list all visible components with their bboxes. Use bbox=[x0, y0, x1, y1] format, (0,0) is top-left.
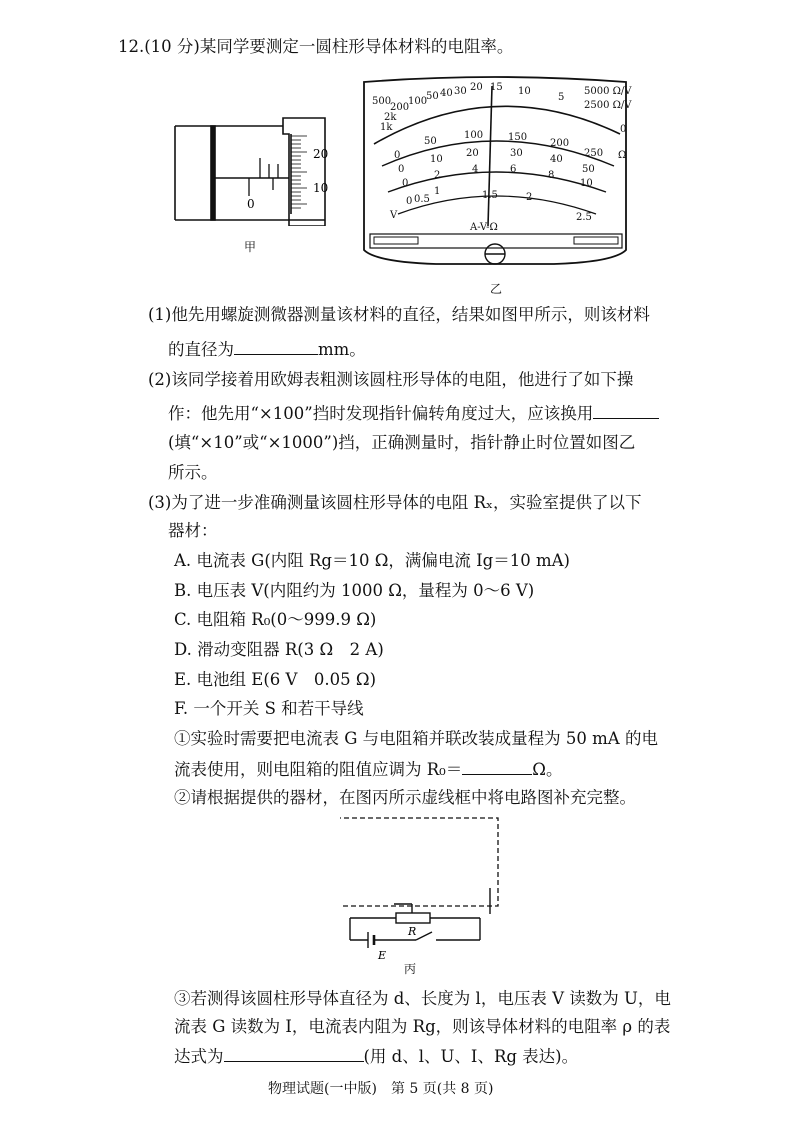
equipment-item-e: E. 电池组 E(6 V 0.05 Ω) bbox=[174, 670, 377, 689]
ohm-small-1k: 1k bbox=[380, 122, 393, 133]
sensitivity-5000: 5000 Ω/V bbox=[584, 86, 632, 97]
figure-yi-caption: 乙 bbox=[490, 282, 503, 296]
circuit-resistor-label: R bbox=[408, 925, 417, 938]
equipment-item-c: C. 电阻箱 R₀(0～999.9 Ω) bbox=[174, 610, 377, 629]
diameter-answer-blank bbox=[234, 338, 318, 355]
ac-1.5: 1.5 bbox=[482, 190, 498, 201]
dc50-30: 30 bbox=[510, 148, 523, 159]
subq1-line2a: 流表使用，则电阻箱的阻值应调为 R₀＝ bbox=[174, 760, 463, 779]
dc50-40: 40 bbox=[550, 154, 563, 165]
ohm-tick-500: 500 bbox=[372, 96, 392, 107]
part2-line4: 所示。 bbox=[168, 463, 218, 482]
page-footer bbox=[268, 1078, 493, 1098]
dc10-2: 2 bbox=[434, 170, 441, 181]
dc10-10: 10 bbox=[580, 178, 593, 189]
ac-1: 1 bbox=[434, 186, 441, 197]
range-answer-blank bbox=[593, 402, 659, 419]
equipment-item-b: B. 电压表 V(内阻约为 1000 Ω，量程为 0～6 V) bbox=[174, 581, 535, 600]
footer-page-number: 第 5 页(共 8 页) bbox=[390, 1081, 494, 1097]
ohm-tick-0: 0 bbox=[620, 124, 627, 135]
question-points: (10 分) bbox=[144, 37, 200, 56]
dc50-0: 0 bbox=[398, 164, 405, 175]
figure-jia-caption: 甲 bbox=[244, 240, 257, 254]
ohm-tick-200: 200 bbox=[390, 102, 410, 113]
part1-line2b: mm。 bbox=[318, 340, 366, 359]
equipment-item-a: A. 电流表 G(内阻 Rg＝10 Ω，满偏电流 Ig＝10 mA) bbox=[174, 551, 570, 570]
subq3-line2: 流表 G 读数为 I，电流表内阻为 Rg，则该导体材料的电阻率 ρ 的表 bbox=[174, 1017, 671, 1036]
dc10-8: 8 bbox=[548, 170, 555, 181]
ohm-tick-50: 50 bbox=[426, 91, 439, 102]
part1-line1: (1)他先用螺旋测微器测量该材料的直径，结果如图甲所示，则该材料 bbox=[148, 305, 650, 324]
micrometer-thimble-20: 20 bbox=[313, 147, 329, 161]
dc50-50: 50 bbox=[582, 164, 595, 175]
dc250-150: 150 bbox=[508, 132, 528, 143]
dc250-250: 250 bbox=[584, 148, 604, 159]
subq1-line2b: Ω。 bbox=[532, 760, 563, 779]
part3-line1: (3)为了进一步准确测量该圆柱形导体的电阻 Rₓ，实验室提供了以下 bbox=[148, 493, 642, 512]
part2-line2-text: 作：他先用“×100”挡时发现指针偏转角度过大，应该换用 bbox=[168, 404, 594, 423]
dc50-10: 10 bbox=[430, 154, 443, 165]
micrometer-figure bbox=[165, 108, 335, 226]
circuit-battery-label: E bbox=[378, 949, 387, 962]
r0-answer-blank bbox=[462, 758, 532, 775]
question-stem: 某同学要测定一圆柱形导体材料的电阻率。 bbox=[199, 37, 514, 56]
ohm-tick-15: 15 bbox=[490, 82, 503, 93]
dial-unit-label: A-V-Ω bbox=[470, 222, 498, 233]
part1-line2a: 的直径为 bbox=[168, 340, 234, 359]
figure-bing-caption: 丙 bbox=[404, 962, 417, 976]
dc250-0: 0 bbox=[394, 150, 401, 161]
dc250-100: 100 bbox=[464, 130, 484, 141]
subq3-line1: ③若测得该圆柱形导体直径为 d、长度为 l，电压表 V 读数为 U，电 bbox=[174, 989, 671, 1008]
subq3-line3b: (用 d、l、U、I、Rg 表达)。 bbox=[363, 1047, 579, 1066]
ohm-tick-10: 10 bbox=[518, 86, 531, 97]
sensitivity-2500: 2500 Ω/V bbox=[584, 100, 632, 111]
dc10-0: 0 bbox=[402, 178, 409, 189]
question-number: 12. bbox=[118, 37, 145, 56]
micrometer-thimble-10: 10 bbox=[313, 181, 329, 195]
ohm-tick-5: 5 bbox=[558, 92, 565, 103]
ac-2: 2 bbox=[526, 192, 533, 203]
ohm-tick-100: 100 bbox=[408, 96, 428, 107]
ohm-tick-20: 20 bbox=[470, 82, 483, 93]
dc10-6: 6 bbox=[510, 164, 517, 175]
equipment-item-d: D. 滑动变阻器 R(3 Ω 2 A) bbox=[174, 640, 384, 659]
part2-line3: (填“×10”或“×1000”)挡，正确测量时，指针静止时位置如图乙 bbox=[168, 433, 636, 452]
dc50-20: 20 bbox=[466, 148, 479, 159]
ohm-tick-40: 40 bbox=[440, 88, 453, 99]
subq3-line3a: 达式为 bbox=[174, 1047, 224, 1066]
subq3-line3 bbox=[174, 1045, 578, 1068]
dc10-4: 4 bbox=[472, 164, 479, 175]
resistivity-answer-blank bbox=[224, 1045, 364, 1062]
part1-line2 bbox=[168, 338, 366, 361]
subq1-line2 bbox=[174, 758, 562, 781]
ohm-small-2k: 2k bbox=[384, 112, 397, 123]
ac-0: 0 bbox=[406, 196, 413, 207]
micrometer-main-zero: 0 bbox=[247, 197, 255, 211]
footer-title: 物理试题(一中版) bbox=[268, 1081, 377, 1097]
dc250-200: 200 bbox=[550, 138, 570, 149]
ac-0.5: 0.5 bbox=[414, 194, 430, 205]
equipment-item-f: F. 一个开关 S 和若干导线 bbox=[174, 699, 364, 718]
part2-line1: (2)该同学接着用欧姆表粗测该圆柱形导体的电阻，他进行了如下操 bbox=[148, 370, 634, 389]
multimeter-dial-figure bbox=[354, 74, 636, 276]
ohm-symbol: Ω bbox=[618, 150, 627, 161]
dc250-50: 50 bbox=[424, 136, 437, 147]
part3-line2: 器材： bbox=[168, 521, 218, 540]
part2-line2 bbox=[168, 402, 659, 425]
v-symbol: V bbox=[390, 210, 398, 221]
question-header bbox=[118, 36, 513, 58]
subq2-line1: ②请根据提供的器材，在图丙所示虚线框中将电路图补充完整。 bbox=[174, 788, 636, 807]
circuit-figure bbox=[340, 814, 510, 964]
ohm-tick-30: 30 bbox=[454, 86, 467, 97]
ac-2.5: 2.5 bbox=[576, 212, 592, 223]
subq1-line1: ①实验时需要把电流表 G 与电阻箱并联改装成量程为 50 mA 的电 bbox=[174, 729, 658, 748]
